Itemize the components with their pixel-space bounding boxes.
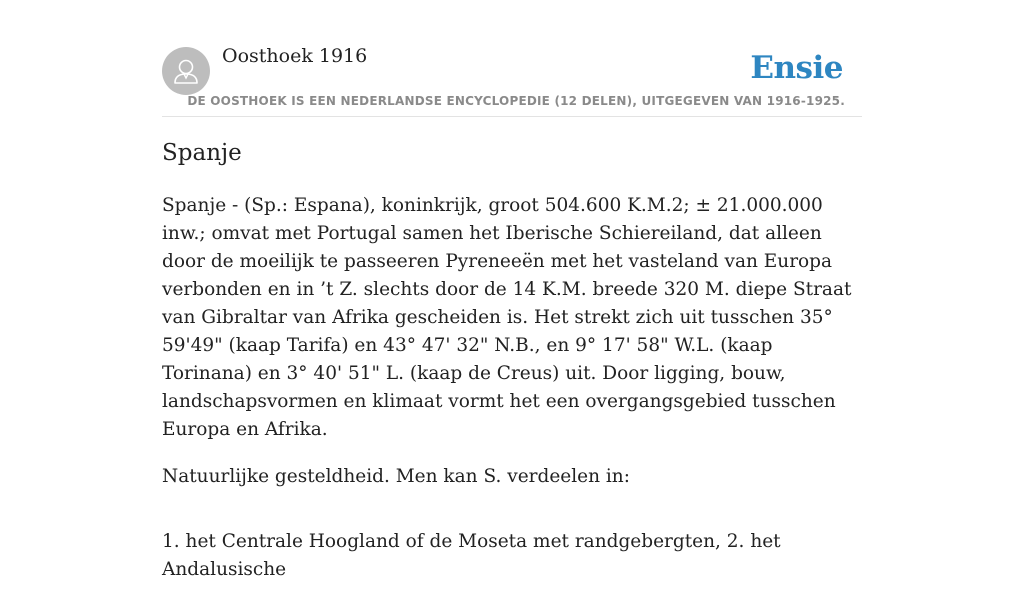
source-description: DE OOSTHOEK IS EEN NEDERLANDSE ENCYCLOPEDIE (12 DELEN), UITGEGEVEN VAN 1916-1925. [187,94,845,108]
article-title: Spanje [162,140,242,166]
user-icon [162,47,210,95]
page [162,0,862,580]
source-header [162,0,862,117]
article-paragraph: Natuurlijke gesteldheid. Men kan S. verdeelen in: [162,466,630,487]
source-name[interactable]: Oosthoek 1916 [222,45,368,67]
article-body [162,192,862,603]
article-paragraph: 1. het Centrale Hoogland of de Moseta met randgebergten, 2. het Andalusische [162,531,781,580]
source-avatar[interactable] [162,47,210,95]
article-paragraph: Spanje - (Sp.: Espana), koninkrijk, groot 504.600 K.M.2; ± 21.000.000 inw.; omvat met Portugal samen het Iberische Schiereiland, dat alleen door de moeilijk te passeeren Pyreneeën met het vasteland van Europa verbonden en in ’t Z. slechts door de 14 K.M. breede 320 M. diepe Straat van Gibraltar van Afrika gescheiden is. Het strekt zich uit tusschen 35° 59'49" (kaap Tarifa) en 43° 47' 32" N.B., en 9° 17' 58" W.L. (kaap Torinana) en 3° 40' 51" L. (kaap de Creus) uit. Door ligging, bouw, landschapsvormen en klimaat vormt het een overgangsgebied tusschen Europa en Afrika. [162,195,852,440]
ensie-logo-link[interactable]: Ensie [750,50,843,86]
